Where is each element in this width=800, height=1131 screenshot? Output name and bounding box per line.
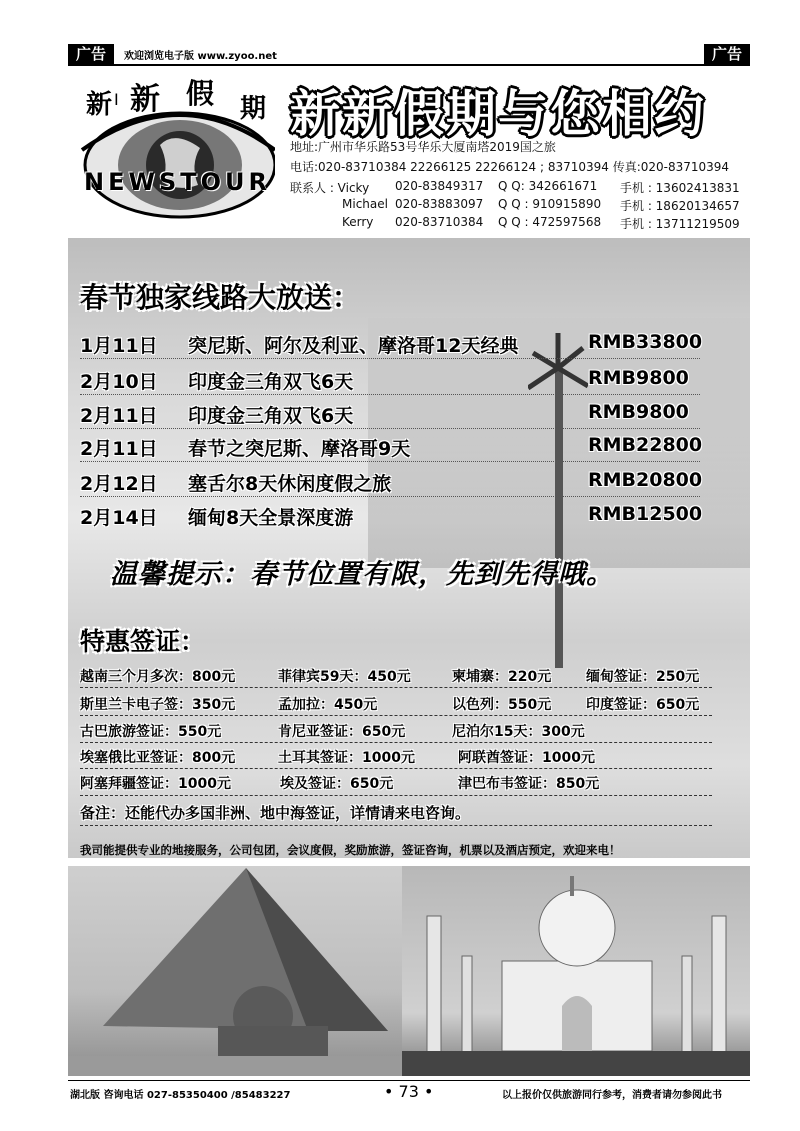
contact-qq: Q Q : 910915890	[498, 197, 602, 211]
route-divider	[80, 358, 700, 359]
footer-contact: 湖北版 咨询电话 027-85350400 /85483227	[70, 1090, 291, 1101]
contact-name: Kerry	[342, 215, 374, 229]
visa-item: 尼泊尔15天：300元	[452, 724, 585, 740]
contact-qq: Q Q : 472597568	[498, 215, 602, 229]
visa-item: 埃塞俄比亚签证：800元	[80, 750, 236, 766]
logo-char-4: 假	[186, 77, 215, 110]
ad-label-left: 广告	[68, 44, 114, 64]
route-name: 春节之突尼斯、摩洛哥9天	[188, 438, 411, 460]
route-price: RMB12500	[588, 503, 703, 525]
visa-item: 越南三个月多次：800元	[80, 669, 236, 685]
route-date: 2月14日	[80, 507, 158, 529]
visa-item: 柬埔寨：220元	[452, 669, 552, 685]
route-name: 印度金三角双飞6天	[188, 405, 354, 427]
route-price: RMB33800	[588, 331, 703, 353]
visa-item: 印度签证：650元	[586, 697, 700, 713]
route-name: 塞舌尔8天休闲度假之旅	[188, 473, 392, 495]
pyramid-photo	[68, 866, 402, 1076]
route-price: RMB9800	[588, 367, 689, 389]
contact-tel: 020-83710384	[395, 215, 484, 229]
contact-name: 联系人 : Vicky	[290, 181, 370, 195]
visa-note: 备注：还能代办多国非洲、地中海签证，详情请来电咨询。	[80, 804, 471, 822]
route-price: RMB20800	[588, 469, 703, 491]
visa-item: 阿联酋签证：1000元	[458, 750, 595, 766]
main-title: 新新假期与您相约	[290, 85, 706, 143]
route-divider	[80, 461, 700, 462]
route-divider	[80, 428, 700, 429]
visa-item: 孟加拉：450元	[278, 697, 378, 713]
route-date: 2月12日	[80, 473, 158, 495]
visa-item: 菲律宾59天：450元	[278, 669, 411, 685]
top-divider	[68, 64, 750, 66]
visa-item: 古巴旅游签证：550元	[80, 724, 222, 740]
routes-title: 春节独家线路大放送：	[80, 281, 361, 314]
contact-address: 地址:广州市华乐路53号华乐大厦南塔2019国之旅	[290, 140, 556, 154]
visa-divider	[80, 742, 712, 743]
route-name: 突尼斯、阿尔及利亚、摩洛哥12天经典	[188, 335, 519, 357]
palm-tree-image	[528, 328, 588, 668]
reminder-tip: 温馨提示：春节位置有限，先到先得哦。	[110, 559, 614, 590]
visa-item: 埃及签证：650元	[280, 776, 394, 792]
logo-char-3: 新	[130, 82, 160, 117]
visa-title: 特惠签证：	[80, 627, 206, 656]
route-date: 1月11日	[80, 335, 158, 357]
visa-item: 肯尼亚签证：650元	[278, 724, 406, 740]
visa-divider	[80, 825, 712, 826]
route-price: RMB9800	[588, 401, 689, 423]
route-name: 印度金三角双飞6天	[188, 371, 354, 393]
page-number: • 73 •	[384, 1082, 434, 1101]
contact-tel: 020-83883097	[395, 197, 484, 211]
logo-char-5: 期	[240, 94, 267, 124]
route-divider	[80, 394, 700, 395]
visa-item: 阿塞拜疆签证：1000元	[80, 776, 231, 792]
contact-qq: Q Q: 342661671	[498, 179, 598, 193]
contact-person-row	[290, 179, 740, 196]
bottom-divider	[68, 1080, 750, 1081]
visa-item: 缅甸签证：250元	[586, 669, 700, 685]
contact-mobile: 手机 : 13602413831	[620, 181, 740, 195]
route-price: RMB22800	[588, 434, 703, 456]
visa-divider	[80, 795, 712, 796]
visa-item: 土耳其签证：1000元	[278, 750, 415, 766]
taj-mahal-photo	[402, 866, 750, 1076]
route-divider	[80, 496, 700, 497]
route-name: 缅甸8天全景深度游	[188, 507, 354, 529]
route-date: 2月10日	[80, 371, 158, 393]
welcome-text: 欢迎浏览电子版 www.zyoo.net	[124, 51, 277, 62]
contact-name: Michael	[342, 197, 388, 211]
route-date: 2月11日	[80, 438, 158, 460]
visa-divider	[80, 715, 712, 716]
visa-divider	[80, 687, 712, 688]
contact-mobile: 手机 : 13711219509	[620, 217, 740, 231]
company-logo	[80, 70, 275, 230]
visa-item: 斯里兰卡电子签：350元	[80, 697, 236, 713]
logo-char-2: I	[114, 90, 119, 109]
contact-tel: 020-83849317	[395, 179, 484, 193]
logo-char-1: 新	[86, 90, 113, 120]
footer-disclaimer: 以上报价仅供旅游同行参考，消费者请勿参阅此书	[502, 1090, 722, 1101]
contact-phone: 电话:020-83710384 22266125 22266124 ; 83710394 传真:020-83710394	[290, 160, 730, 174]
visa-item: 以色列：550元	[452, 697, 552, 713]
route-date: 2月11日	[80, 405, 158, 427]
services-text: 我司能提供专业的地接服务，公司包团，会议度假，奖励旅游，签证咨询，机票以及酒店预定，欢迎来电！	[80, 843, 621, 857]
ad-label-right: 广告	[704, 44, 750, 64]
visa-item: 津巴布韦签证：850元	[458, 776, 600, 792]
logo-brand: NEWSTOUR	[84, 168, 271, 196]
contact-mobile: 手机 : 18620134657	[620, 199, 740, 213]
visa-divider	[80, 768, 712, 769]
